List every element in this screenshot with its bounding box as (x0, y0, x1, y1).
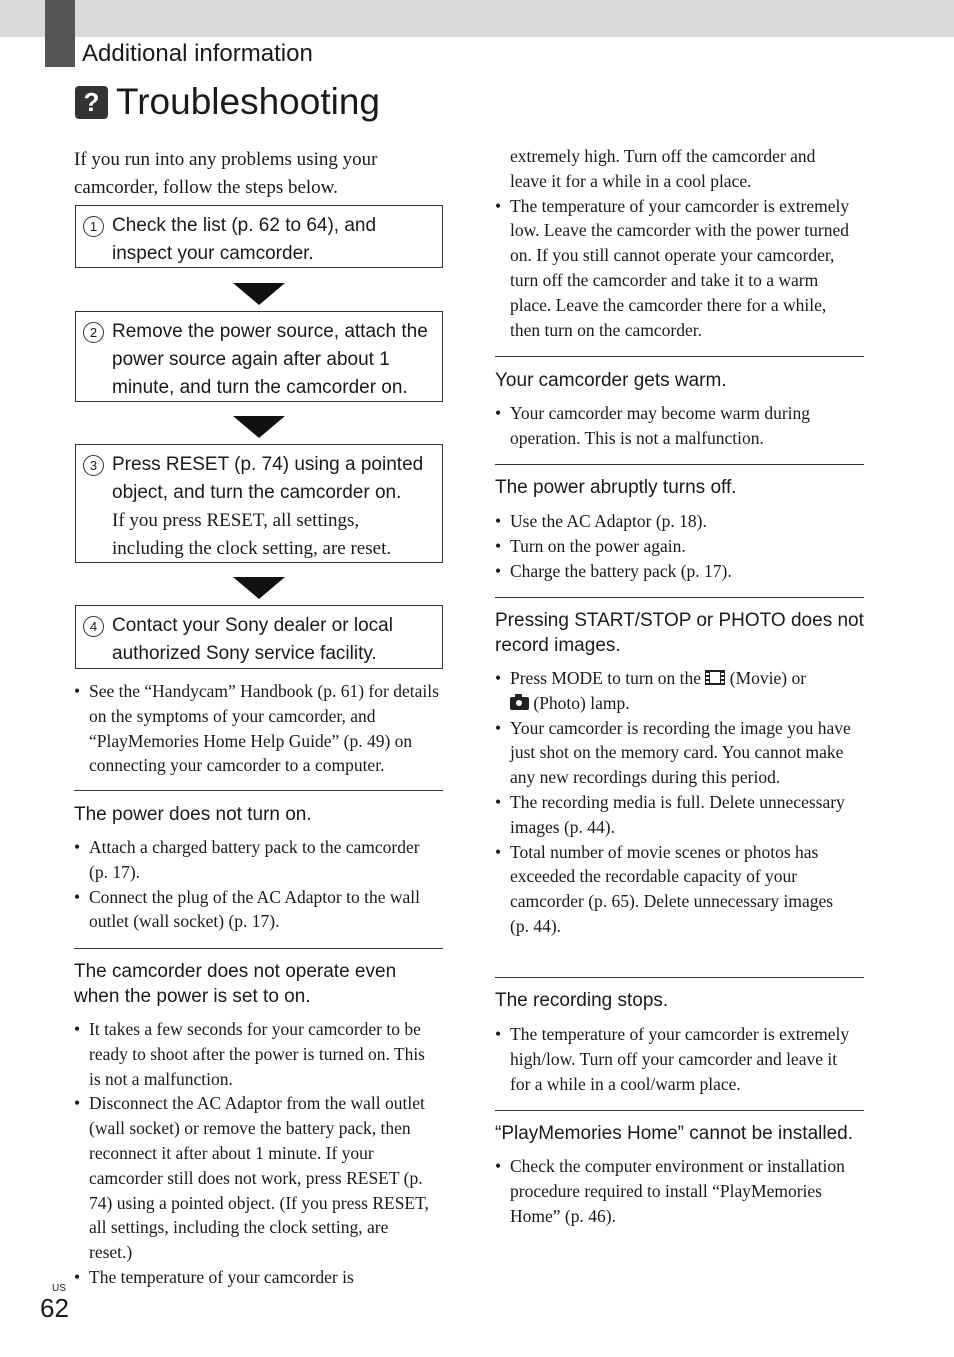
list-item: extremely high. Turn off the camcorder and leave it for a while in a cool place. (510, 146, 816, 191)
step-text: Press RESET (p. 74) using a pointed object, and turn the camcorder on. (112, 454, 424, 503)
divider (74, 948, 443, 949)
section-list-continued (495, 144, 855, 342)
list-item: • The temperature of your camcorder is (74, 1265, 434, 1290)
section-list (74, 1017, 434, 1290)
step-box-2 (75, 311, 443, 402)
section-heading: The power does not turn on. (74, 804, 312, 825)
step-text: Contact your Sony dealer or local authorized Sony service facility. (112, 615, 393, 664)
item-text: Press MODE to turn on the (510, 668, 702, 688)
section-label: Additional information (82, 40, 313, 67)
page-title-row (75, 80, 380, 124)
step-number: 1 (83, 216, 104, 237)
list-item: • Your camcorder is recording the image you have just shot on the memory card. You cannot make any new recordings during this period. (495, 716, 855, 790)
section-list (495, 1154, 855, 1228)
section-heading: The recording stops. (495, 990, 669, 1011)
list-item: • Charge the battery pack (p. 17). (495, 559, 855, 584)
list-item: • Your camcorder may become warm during operation. This is not a malfunction. (495, 401, 855, 451)
page-title: Troubleshooting (116, 81, 380, 122)
list-item: • The temperature of your camcorder is extremely low. Leave the camcorder with the power turned on. If you still cannot operate your camcorder, turn off the camcorder and take it to a warm place. Leave the camcorder there for a while, then turn on the camcorder. (495, 194, 855, 343)
section-tab-marker (45, 0, 75, 67)
divider (495, 356, 864, 357)
item-text: (Photo) lamp. (533, 692, 630, 713)
step-note: If you press RESET, all settings, including the clock setting, are reset. (112, 510, 392, 559)
step-number: 2 (83, 322, 104, 343)
list-item: • It takes a few seconds for your camcorder to be ready to shoot after the power is turned on. This is not a malfunction. (74, 1017, 434, 1091)
step-text: Check the list (p. 62 to 64), and inspect your camcorder. (112, 215, 377, 264)
photo-camera-icon (510, 697, 529, 710)
section-heading: The power abruptly turns off. (495, 477, 737, 498)
section-list (495, 401, 855, 451)
divider (495, 597, 864, 598)
list-item (495, 666, 855, 716)
list-item: • Turn on the power again. (495, 534, 855, 559)
divider (74, 790, 443, 791)
list-item: • The recording media is full. Delete unnecessary images (p. 44). (495, 790, 855, 840)
section-heading: The camcorder does not operate even when the power is set to on. (74, 961, 397, 1007)
section-list (74, 835, 434, 934)
divider (495, 977, 864, 978)
list-item: • See the “Handycam” Handbook (p. 61) for details on the symptoms of your camcorder, and “PlayMemories Home Help Guide” (p. 49) on connecting your camcorder to a computer. (74, 679, 446, 778)
down-arrow-icon (233, 283, 285, 305)
section-list (495, 666, 855, 939)
step-box-3 (75, 444, 443, 563)
step-number: 4 (83, 616, 104, 637)
step-box-1 (75, 205, 443, 268)
region-code: US (52, 1283, 66, 1294)
section-list (495, 1022, 855, 1096)
movie-film-icon (705, 670, 725, 685)
section-heading: “PlayMemories Home” cannot be installed. (495, 1123, 853, 1144)
step-number: 3 (83, 455, 104, 476)
step-box-4 (75, 605, 443, 669)
down-arrow-icon (233, 416, 285, 438)
section-heading: Your camcorder gets warm. (495, 370, 727, 391)
page-number: 62 (40, 1293, 69, 1323)
list-item: • Use the AC Adaptor (p. 18). (495, 509, 855, 534)
header-band (0, 0, 954, 37)
list-item: • Check the computer environment or installation procedure required to install “PlayMemories Home” (p. 46). (495, 1154, 855, 1228)
intro-text: If you run into any problems using your camcorder, follow the steps below. (74, 149, 378, 198)
help-question-icon: ? (75, 86, 108, 119)
section-list (495, 509, 855, 583)
step-text: Remove the power source, attach the power source again after about 1 minute, and turn the camcorder on. (112, 321, 428, 398)
down-arrow-icon (233, 577, 285, 599)
list-item: • Total number of movie scenes or photos has exceeded the recordable capacity of your camcorder (p. 65). Delete unnecessary images (p. 44). (495, 840, 855, 939)
list-item: • Connect the plug of the AC Adaptor to the wall outlet (wall socket) (p. 17). (74, 885, 434, 935)
see-also-list (74, 679, 446, 778)
list-item: • Disconnect the AC Adaptor from the wall outlet (wall socket) or remove the battery pack, then reconnect it after about 1 minute. If your camcorder still does not work, press RESET (p. 74) using a pointed object. (If you press RESET, all settings, including the clock setting, are reset.) (74, 1091, 434, 1265)
divider (495, 1110, 864, 1111)
list-item: • The temperature of your camcorder is extremely high/low. Turn off your camcorder and leave it for a while in a cool/warm place. (495, 1022, 855, 1096)
section-heading: Pressing START/STOP or PHOTO does not record images. (495, 610, 864, 656)
divider (495, 464, 864, 465)
list-item: • Attach a charged battery pack to the camcorder (p. 17). (74, 835, 434, 885)
item-text: (Movie) or (729, 668, 807, 688)
